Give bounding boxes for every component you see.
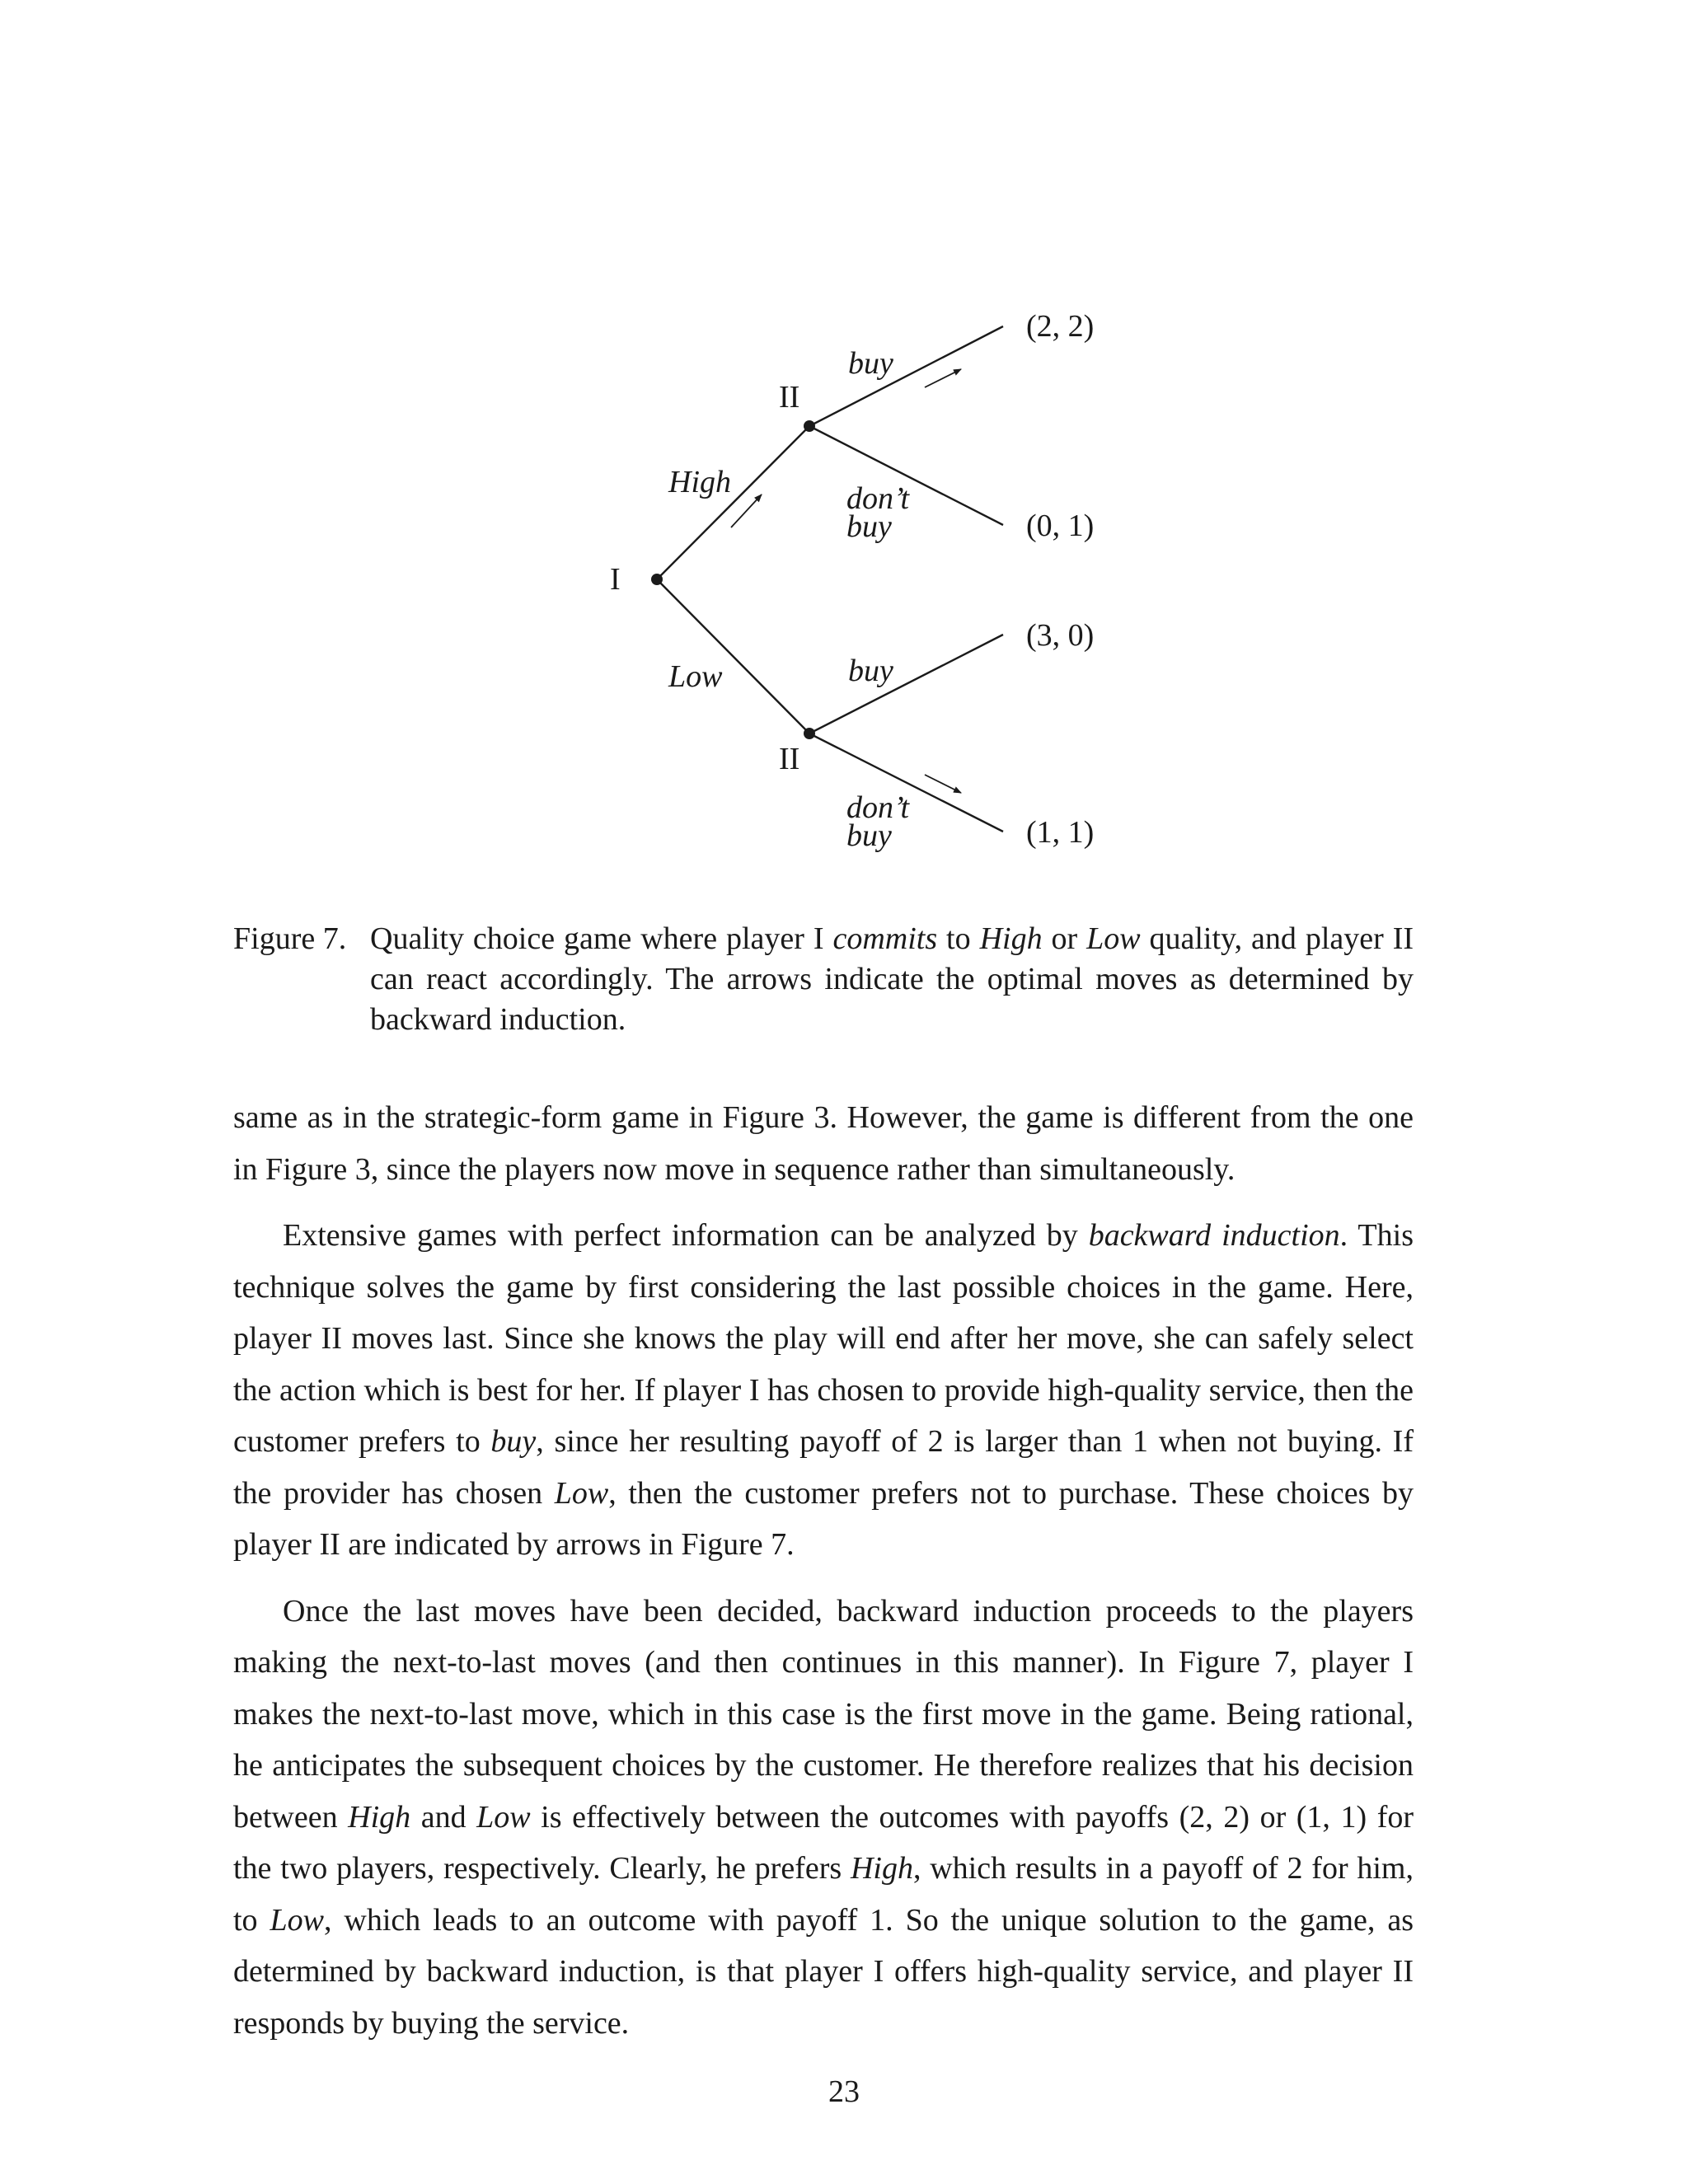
node-upper xyxy=(804,420,815,432)
text-emph: High xyxy=(348,1799,411,1835)
text-run: , then the customer prefers not to purchase. These choices by player II are indicated by arrows in Figure 7. xyxy=(233,1475,1414,1562)
payoff-low-dont-buy: (1, 1) xyxy=(1026,815,1095,850)
text-emph: Low xyxy=(270,1902,324,1938)
text-emph: backward induction xyxy=(1088,1218,1340,1253)
caption-part: to xyxy=(937,921,980,956)
action-lower-dont: don’t xyxy=(846,790,909,825)
caption-emph: commits xyxy=(832,921,938,956)
figure-label: Figure 7. xyxy=(233,921,347,956)
edge-lower-buy xyxy=(809,635,1003,733)
node-root xyxy=(651,574,663,585)
node-label-upper: II xyxy=(779,380,800,415)
payoff-high-buy: (2, 2) xyxy=(1026,309,1095,344)
edge-low xyxy=(657,579,809,733)
body-text xyxy=(233,1092,1414,2064)
edge-high xyxy=(657,426,809,579)
action-upper-dont-buy: buy xyxy=(846,509,892,544)
text-run: or xyxy=(1250,1799,1296,1835)
action-lower-buy: buy xyxy=(848,654,893,688)
node-lower xyxy=(804,728,815,739)
paragraph-3 xyxy=(233,1586,1414,2050)
paragraph-2 xyxy=(233,1210,1414,1571)
payoff-low-buy: (3, 0) xyxy=(1026,618,1095,653)
caption-emph: High xyxy=(979,921,1043,956)
text-emph: Low xyxy=(476,1799,531,1835)
text-emph: Low xyxy=(554,1475,609,1511)
optimal-arrow-dont-buy xyxy=(925,775,961,793)
action-lower-dont-buy: buy xyxy=(846,818,892,853)
paragraph-1: same as in the strategic-form game in Figure 3. However, the game is different from the one in Figure 3, since the players now move in sequence rather than simultaneously. xyxy=(233,1100,1414,1187)
payoff-high-dont-buy: (0, 1) xyxy=(1026,509,1095,543)
action-upper-dont: don’t xyxy=(846,481,909,516)
math-payoff: (2, 2) xyxy=(1179,1799,1250,1835)
text-run: Extensive games with perfect information can be analyzed by xyxy=(283,1218,1089,1253)
caption-part: Quality choice game where player I xyxy=(370,921,833,956)
figure-caption xyxy=(233,919,1414,1040)
text-emph: buy xyxy=(490,1424,537,1459)
page-number: 23 xyxy=(828,2074,860,2109)
edge-upper-buy xyxy=(809,326,1003,426)
node-label-lower: II xyxy=(779,742,800,776)
game-tree-figure xyxy=(0,0,1688,907)
node-label-root: I xyxy=(610,562,621,597)
text-emph: High xyxy=(850,1851,913,1886)
text-run: and xyxy=(410,1799,477,1835)
text-run: , which leads to an outcome with payoff 1. So the unique solution to the game, as determined by backward induction, is that player I offers high-quality service, and player II responds by buying the service. xyxy=(233,1902,1414,2041)
action-low: Low xyxy=(668,659,723,694)
caption-part: or xyxy=(1042,921,1087,956)
text-run: for the two players, respectively. Clearly, he prefers xyxy=(233,1799,1414,1886)
caption-part: quality, and player II can react accordingly. The arrows indicate the optimal moves as determined by backward induction. xyxy=(370,921,1414,1037)
caption-text xyxy=(370,919,1414,1040)
math-payoff: (1, 1) xyxy=(1296,1799,1367,1835)
text-run: Once the last moves have been decided, backward induction proceeds to the players making the next-to-last moves (and then continues in this manner). In Figure 7, player I makes the next-to-last move, which in this case is the first move in the game. Being rational, he anticipates the subsequent choices by the customer. He therefore realizes that his decision between xyxy=(233,1593,1414,1835)
action-high: High xyxy=(668,465,731,499)
action-upper-buy: buy xyxy=(848,346,893,381)
text-run: , which results in a payoff of 2 for him, to xyxy=(233,1851,1414,1938)
text-run: is effectively between the outcomes with payoffs xyxy=(530,1799,1179,1835)
text-run: , since her resulting payoff of 2 is larger than 1 when not buying. If the provider has chosen xyxy=(233,1424,1414,1511)
text-run: . This technique solves the game by first considering the last possible choices in the game. Here, player II moves last. Since she knows the play will end after her move, she can safely select the action which is best for her. If player I has chosen to provide high-quality service, then the customer prefers to xyxy=(233,1218,1414,1459)
optimal-arrow-buy xyxy=(925,369,961,387)
caption-emph: Low xyxy=(1086,921,1141,956)
